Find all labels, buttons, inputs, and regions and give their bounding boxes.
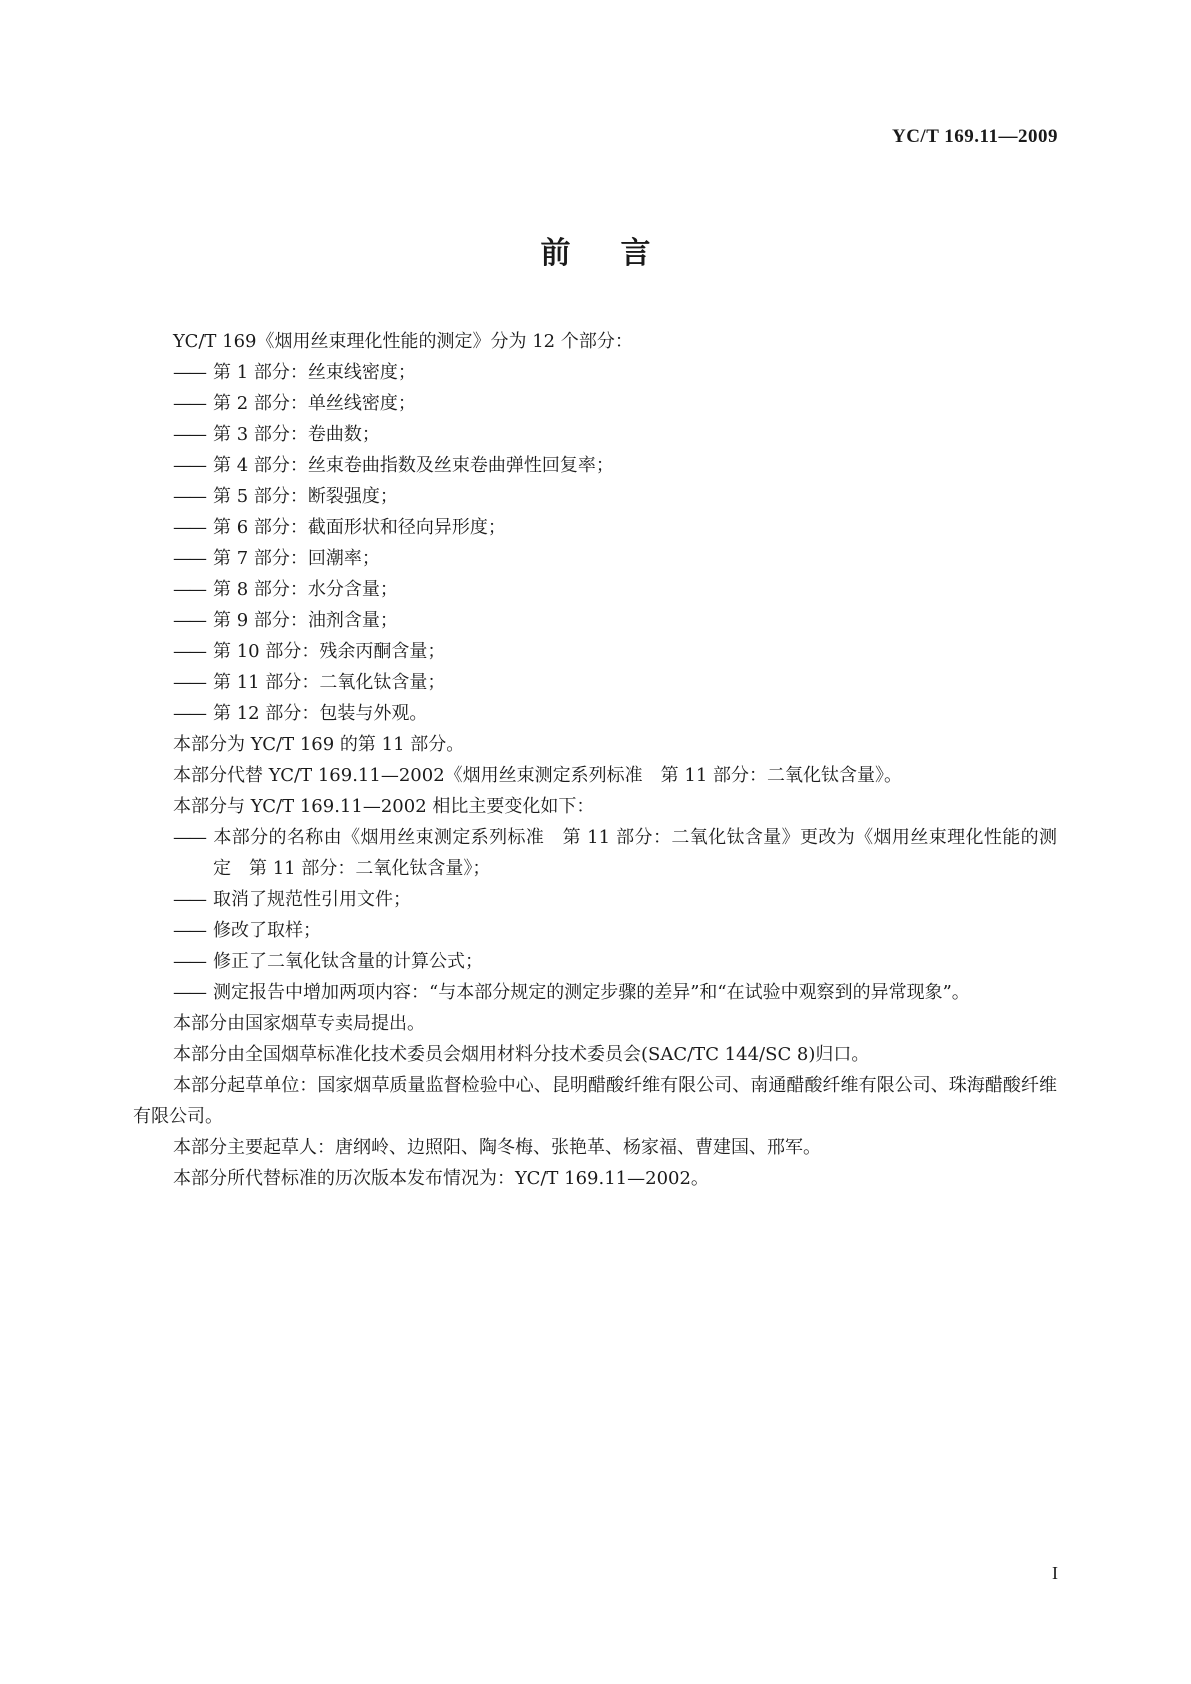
body-paragraph: 本部分代替 YC/T 169.11—2002《烟用丝束测定系列标准 第 11 部分：二氧化钛含量》。 bbox=[173, 765, 902, 786]
list-item-text: 取消了规范性引用文件； bbox=[213, 889, 411, 910]
dash-mark: —— bbox=[173, 703, 205, 724]
list-item bbox=[133, 977, 1057, 1008]
standard-code: YC/T 169.11—2009 bbox=[891, 126, 1058, 147]
list-item bbox=[133, 450, 1057, 481]
body-paragraph: 本部分主要起草人：唐纲岭、边照阳、陶冬梅、张艳革、杨家福、曹建国、邢军。 bbox=[173, 1137, 821, 1158]
dash-mark: —— bbox=[173, 951, 205, 972]
dash-mark: —— bbox=[173, 827, 205, 848]
body-paragraph: 本部分与 YC/T 169.11—2002 相比主要变化如下： bbox=[173, 796, 595, 817]
intro-paragraph: YC/T 169《烟用丝束理化性能的测定》分为 12 个部分： bbox=[173, 331, 633, 352]
list-item-text: 第 11 部分：二氧化钛含量； bbox=[213, 672, 446, 693]
dash-mark: —— bbox=[173, 579, 205, 600]
list-item-text: 第 4 部分：丝束卷曲指数及丝束卷曲弹性回复率； bbox=[213, 455, 614, 476]
body-paragraph: 本部分由全国烟草标准化技术委员会烟用材料分技术委员会(SAC/TC 144/SC 8)归口。 bbox=[173, 1044, 870, 1065]
parts-list bbox=[133, 357, 1057, 729]
dash-mark: —— bbox=[173, 641, 205, 662]
changes-list bbox=[133, 822, 1057, 1008]
dash-mark: —— bbox=[173, 672, 205, 693]
list-item-text: 第 6 部分：截面形状和径向异形度； bbox=[213, 517, 506, 538]
list-item bbox=[133, 915, 1057, 946]
dash-mark: —— bbox=[173, 424, 205, 445]
list-item bbox=[133, 419, 1057, 450]
list-item bbox=[133, 884, 1057, 915]
list-item bbox=[133, 574, 1057, 605]
list-item bbox=[133, 512, 1057, 543]
list-item bbox=[133, 636, 1057, 667]
list-item bbox=[133, 357, 1057, 388]
foreword-body bbox=[133, 326, 1057, 1194]
list-item-text: 本部分的名称由《烟用丝束测定系列标准 第 11 部分：二氧化钛含量》更改为《烟用丝束理化性能的测定 第 11 部分：二氧化钛含量》； bbox=[213, 827, 1057, 879]
dash-mark: —— bbox=[173, 517, 205, 538]
dash-mark: —— bbox=[173, 920, 205, 941]
list-item-text: 第 2 部分：单丝线密度； bbox=[213, 393, 416, 414]
dash-mark: —— bbox=[173, 548, 205, 569]
list-item bbox=[133, 822, 1057, 884]
list-item-text: 测定报告中增加两项内容：“与本部分规定的测定步骤的差异”和“在试验中观察到的异常现象”。 bbox=[213, 982, 970, 1003]
list-item-text: 第 10 部分：残余丙酮含量； bbox=[213, 641, 446, 662]
list-item-text: 第 8 部分：水分含量； bbox=[213, 579, 398, 600]
list-item bbox=[133, 667, 1057, 698]
list-item-text: 第 12 部分：包装与外观。 bbox=[213, 703, 428, 724]
list-item bbox=[133, 388, 1057, 419]
body-paragraph: 本部分由国家烟草专卖局提出。 bbox=[173, 1013, 425, 1034]
dash-mark: —— bbox=[173, 610, 205, 631]
list-item bbox=[133, 946, 1057, 977]
body-paragraph: 本部分起草单位：国家烟草质量监督检验中心、昆明醋酸纤维有限公司、南通醋酸纤维有限公司、珠海醋酸纤维有限公司。 bbox=[133, 1075, 1057, 1127]
list-item-text: 第 5 部分：断裂强度； bbox=[213, 486, 398, 507]
list-item bbox=[133, 543, 1057, 574]
body-paragraph: 本部分所代替标准的历次版本发布情况为：YC/T 169.11—2002。 bbox=[173, 1168, 709, 1189]
dash-mark: —— bbox=[173, 486, 205, 507]
list-item bbox=[133, 605, 1057, 636]
list-item-text: 第 1 部分：丝束线密度； bbox=[213, 362, 416, 383]
page-number: I bbox=[1052, 1563, 1058, 1583]
dash-mark: —— bbox=[173, 362, 205, 383]
list-item-text: 第 3 部分：卷曲数； bbox=[213, 424, 380, 445]
page-title: 前言 bbox=[540, 236, 701, 271]
list-item bbox=[133, 481, 1057, 512]
body-paragraph: 本部分为 YC/T 169 的第 11 部分。 bbox=[173, 734, 465, 755]
list-item-text: 第 9 部分：油剂含量； bbox=[213, 610, 398, 631]
dash-mark: —— bbox=[173, 982, 205, 1003]
list-item-text: 修改了取样； bbox=[213, 920, 321, 941]
dash-mark: —— bbox=[173, 393, 205, 414]
list-item-text: 第 7 部分：回潮率； bbox=[213, 548, 380, 569]
list-item bbox=[133, 698, 1057, 729]
list-item-text: 修正了二氧化钛含量的计算公式； bbox=[213, 951, 483, 972]
dash-mark: —— bbox=[173, 455, 205, 476]
dash-mark: —— bbox=[173, 889, 205, 910]
